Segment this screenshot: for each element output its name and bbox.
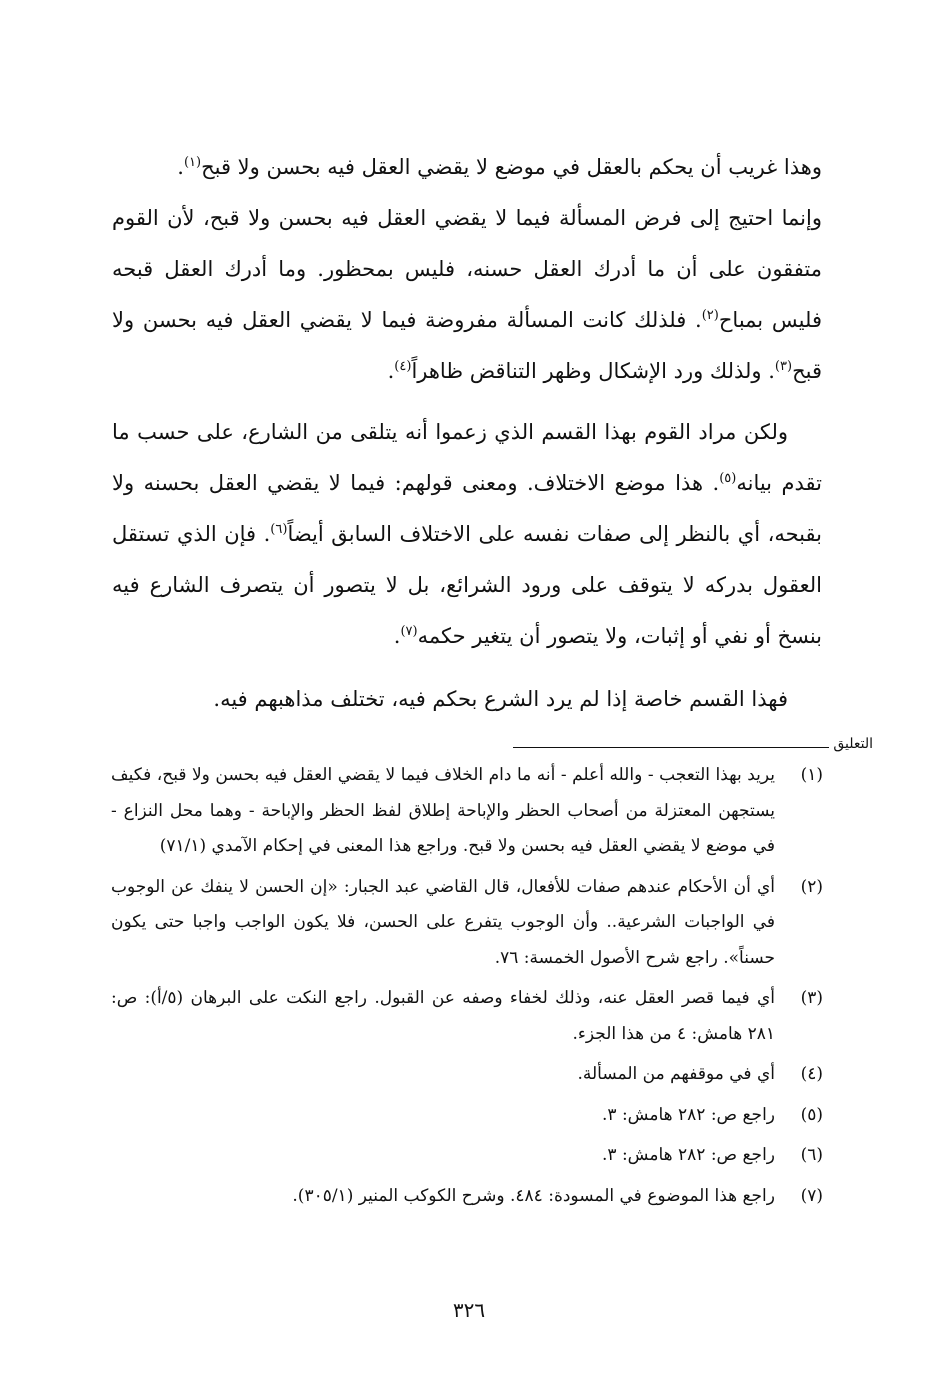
footnote-text: أي في موقفهم من المسألة. [577, 1064, 775, 1084]
footnote-ref-5[interactable]: (٥) [719, 471, 737, 486]
footnote-ref-6[interactable]: (٦) [270, 522, 288, 537]
footnote-1 [111, 758, 823, 865]
paragraph-1-text: وهذا غريب أن يحكم بالعقل في موضع لا يقضي العقل فيه بحسن ولا قبح [201, 155, 822, 179]
paragraph-2-part-b: . فلذلك كانت المسألة مفروضة فيما لا يقضي العقل فيه بحسن ولا قبح [112, 308, 822, 383]
footnote-text: راجع هذا الموضوع في المسودة: ٤٨٤. وشرح الكوكب المنير (٣٠٥/١). [292, 1185, 775, 1206]
footnote-3 [111, 981, 823, 1052]
footnote-7 [111, 1179, 823, 1215]
footnote-ref-4[interactable]: (٤) [394, 359, 412, 374]
footnote-ref-7[interactable]: (٧) [400, 624, 418, 639]
footnote-number: (٢) [800, 876, 823, 897]
paragraph-2-part-a: وإنما احتيج إلى فرض المسألة فيما لا يقضي العقل فيه بحسن ولا قبح، لأن القوم متفقون على أن ما أدرك العقل حسنه، فليس بمحظور. وما أدرك العقل قبحه فليس بمباح [112, 206, 822, 332]
paragraph-1 [112, 142, 822, 193]
footnote-4 [111, 1057, 823, 1093]
paragraph-2 [112, 193, 822, 397]
paragraph-3-part-b: . هذا موضع الاختلاف. ومعنى قولهم: فيما لا يقضي العقل بحسنه ولا بقبحه، أي بالنظر إلى صفات نفسه على الاختلاف السابق أيضاً [112, 471, 822, 546]
page-number: ٣٢٦ [452, 1298, 486, 1322]
footnote-text: أي فيما قصر العقل عنه، وذلك لخفاء وصفه عن القبول. راجع النكت على البرهان (٥/أ): ص: ٢٨١ هامش: ٤ من هذا الجزء. [111, 988, 775, 1044]
footnote-ref-3[interactable]: (٣) [774, 359, 793, 374]
footnote-number: (٥) [800, 1104, 823, 1125]
footnote-text: يريد بهذا التعجب - والله أعلم - أنه ما دام الخلاف فيما لا يقضي العقل فيه بحسن ولا قبح، فكيف يستجهن المعتزلة من أصحاب الحظر والإباحة إطلاق لفظ الحظر والإباحة - وهما محل النزاع - في موضع لا يقضي العقل فيه بحسن ولا قبح. وراجع هذا المعنى في إحكام الآمدي (٧١/١) [111, 765, 775, 856]
notes-divider [513, 747, 829, 748]
paragraph-3-end: . [393, 624, 401, 648]
footnote-6 [111, 1138, 823, 1174]
footnote-5 [111, 1098, 823, 1134]
paragraph-3 [112, 407, 822, 662]
paragraph-3-part-a: ولكن مراد القوم بهذا القسم الذي زعموا أنه يتلقى من الشارع، على حسب ما تقدم بيانه [112, 420, 822, 495]
paragraph-3-part-c: . فإن الذي تستقل العقول بدركه لا يتوقف على ورود الشرائع، بل لا يتصور أن يتصرف الشارع فيه بنسخ أو نفي أو إثبات، ولا يتصور أن يتغير حكمه [112, 522, 822, 648]
footnote-ref-1[interactable]: (١) [183, 155, 202, 170]
footnote-ref-2[interactable]: (٢) [701, 308, 719, 323]
main-text [112, 142, 822, 725]
paragraph-2-part-c: . ولذلك ورد الإشكال وظهر التناقض ظاهراً [411, 359, 775, 383]
footnote-number: (٤) [800, 1064, 823, 1084]
paragraph-4: فهذا القسم خاصة إذا لم يرد الشرع بحكم فيه، تختلف مذاهبهم فيه. [213, 687, 788, 711]
footnote-number: (١) [800, 765, 823, 785]
paragraph-1-end: . [177, 155, 184, 179]
footnote-2 [111, 870, 823, 977]
paragraph-2-end: . [387, 359, 395, 383]
footnote-text: راجع ص: ٢٨٢ هامش: ٣. [602, 1104, 775, 1125]
footnotes-list [111, 758, 823, 1214]
footnote-text: أي أن الأحكام عندهم صفات للأفعال، قال القاضي عبد الجبار: «إن الحسن لا ينفك عن الوجوب في الواجبات الشرعية.. وأن الوجوب يتفرع على الحسن، فلا يكون الواجب واجبا حتى يكون حسناً». راجع شرح الأصول الخمسة: ٧٦. [111, 876, 775, 968]
notes-header [513, 733, 873, 753]
footnote-number: (٧) [800, 1185, 823, 1206]
notes-label: التعليق [833, 736, 873, 752]
footnote-text: راجع ص: ٢٨٢ هامش: ٣. [602, 1145, 775, 1165]
footnote-number: (٦) [800, 1145, 823, 1165]
footnote-number: (٣) [800, 988, 823, 1008]
